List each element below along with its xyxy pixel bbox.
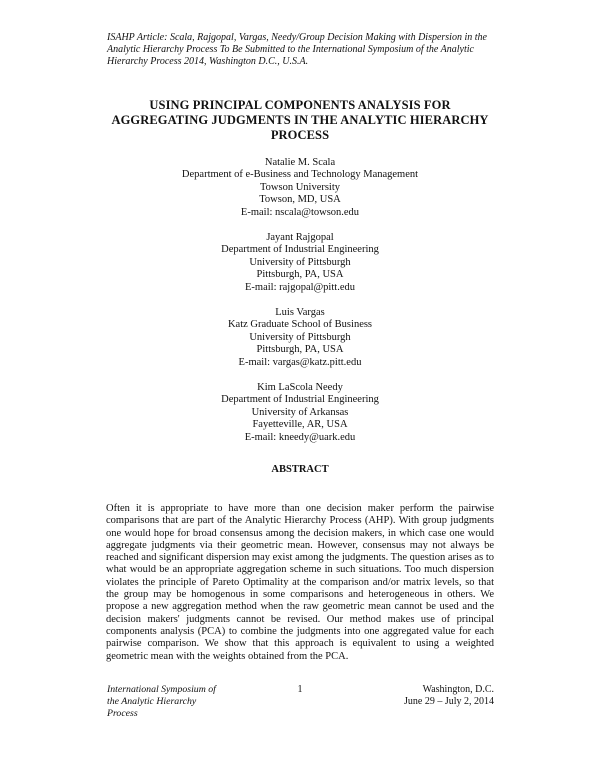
footer-date: June 29 – July 2, 2014: [404, 696, 494, 707]
author-block-needy: [100, 382, 500, 444]
author-location: Pittsburgh, PA, USA: [256, 344, 344, 356]
author-department: Department of Industrial Engineering: [221, 244, 379, 256]
author-name: Luis Vargas: [275, 307, 325, 318]
author-university: University of Arkansas: [251, 406, 349, 418]
author-location: Towson, MD, USA: [259, 194, 341, 206]
footer-venue-line: International Symposium of: [107, 684, 216, 695]
author-block-rajgopal: [100, 232, 500, 294]
author-block-vargas: [100, 307, 500, 369]
author-university: Towson University: [259, 181, 341, 193]
header-line: Analytic Hierarchy Process To Be Submitted to the International Symposium of the Analytic: [107, 44, 474, 55]
author-block-scala: [100, 157, 500, 219]
author-email: E-mail: kneedy@uark.edu: [244, 431, 356, 443]
title-line: USING PRINCIPAL COMPONENTS ANALYSIS FOR: [149, 98, 451, 112]
author-name: Natalie M. Scala: [264, 157, 336, 168]
footer-venue: [107, 684, 247, 720]
author-location: Fayetteville, AR, USA: [252, 419, 348, 431]
author-email: E-mail: vargas@katz.pitt.edu: [238, 356, 362, 368]
author-university: University of Pittsburgh: [249, 256, 351, 268]
author-name: Jayant Rajgopal: [266, 232, 334, 243]
author-department: Department of Industrial Engineering: [221, 394, 379, 406]
author-name: Kim LaScola Needy: [257, 382, 343, 393]
header-line: ISAHP Article: Scala, Rajgopal, Vargas, Needy/Group Decision Making with Dispersion in the: [107, 32, 487, 43]
author-email: E-mail: nscala@towson.edu: [240, 206, 360, 218]
page-number: 1: [297, 684, 303, 695]
footer-venue-line: the Analytic Hierarchy: [107, 696, 197, 707]
abstract-body: Often it is appropriate to have more than one decision maker perform the pairwise comparisons that are part of the Analytic Hierarchy Process (AHP). With group judgments one would hope for broad consensus among the decision makers, in which case one would aggregate judgments via their geometric mean. However, consensus may not always be reached and significant dispersion may exist among the judgments. The question arises as to what would be an appropriate aggregation scheme in such situations. Too much dispersion violates the principle of Pareto Optimality at the comparison and/or matrix levels, so that the group may be homogenous in some comparisons and heterogeneous in others. We propose a new aggregation method when the raw geometric mean cannot be used and the decision makers' judgments cannot be revised. Our method makes use of principal components analysis (PCA) to combine the judgments into one aggregated value for each pairwise comparison. We show that this approach is equivalent to using a weighted geometric mean with the weights obtained from the PCA.: [106, 503, 494, 662]
author-email: E-mail: rajgopal@pitt.edu: [245, 281, 355, 293]
footer-location-date: [360, 684, 494, 708]
author-location: Pittsburgh, PA, USA: [256, 269, 344, 281]
title-line: AGGREGATING JUDGMENTS IN THE ANALYTIC HIERARCHY: [111, 113, 489, 127]
footer-location: Washington, D.C.: [422, 684, 494, 695]
author-university: University of Pittsburgh: [249, 331, 351, 343]
header-line: Hierarchy Process 2014, Washington D.C., U.S.A.: [107, 56, 309, 67]
abstract-heading: ABSTRACT: [271, 464, 329, 475]
running-header: [107, 32, 507, 68]
paper-title: [100, 98, 500, 143]
author-department: Katz Graduate School of Business: [227, 319, 373, 331]
footer-venue-line: Process: [107, 708, 138, 719]
title-line: PROCESS: [270, 128, 330, 142]
author-department: Department of e-Business and Technology Management: [181, 169, 419, 181]
